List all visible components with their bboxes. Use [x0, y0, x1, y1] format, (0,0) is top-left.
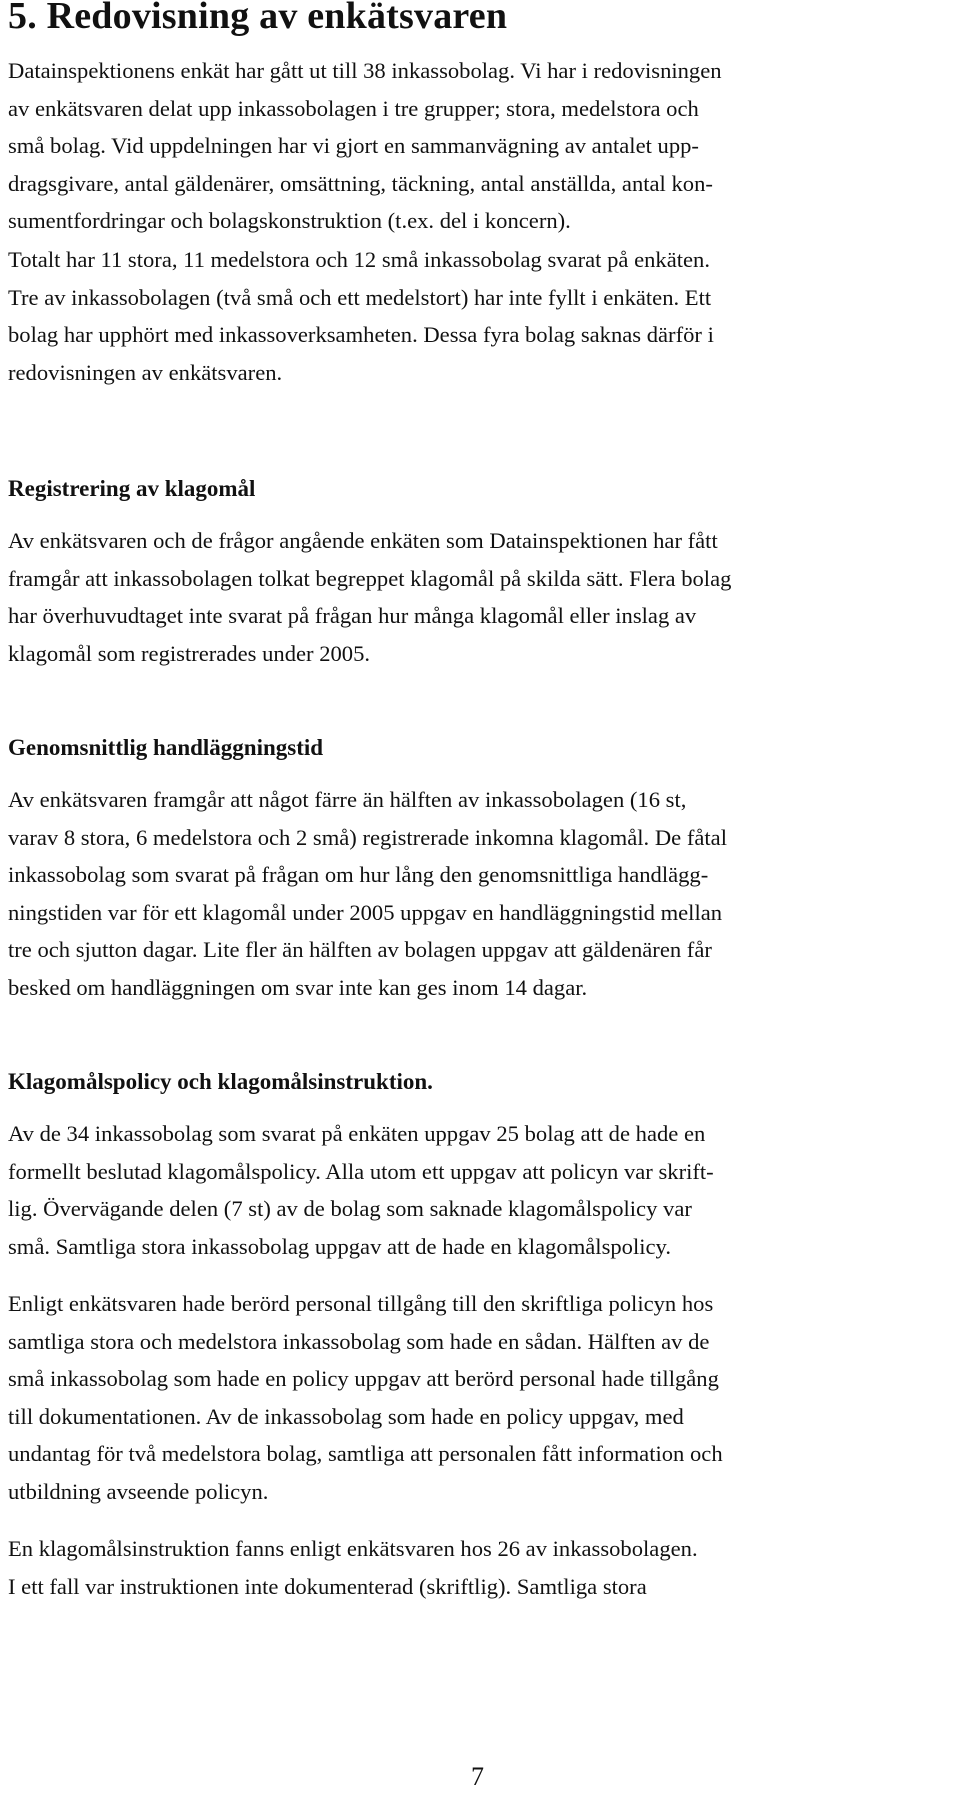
- text-line: framgår att inkassobolagen tolkat begreppet klagomål på skilda sätt. Flera bolag: [8, 565, 732, 591]
- text-line: små bolag. Vid uppdelningen har vi gjort en sammanvägning av antalet upp-: [8, 133, 699, 158]
- text-line: En klagomålsinstruktion fanns enligt enkätsvaren hos 26 av inkassobolagen.: [8, 1536, 698, 1561]
- text-line: små. Samtliga stora inkassobolag uppgav att de hade en klagomålspolicy.: [8, 1233, 672, 1259]
- text-line: samtliga stora och medelstora inkassobolag som hade en sådan. Hälften av de: [8, 1328, 710, 1354]
- text-line: dragsgivare, antal gäldenärer, omsättning, täckning, antal anställda, antal kon-: [8, 170, 713, 196]
- text-line: undantag för två medelstora bolag, samtliga att personalen fått information och: [8, 1441, 723, 1466]
- text-line: sumentfordringar och bolagskonstruktion (t.ex. del i koncern).: [8, 208, 571, 233]
- text-line: besked om handläggningen om svar inte kan ges inom 14 dagar.: [8, 974, 588, 1000]
- text-line: formellt beslutad klagomålspolicy. Alla utom ett uppgav att policyn var skrift-: [8, 1158, 714, 1184]
- text-line: Enligt enkätsvaren hade berörd personal tillgång till den skriftliga policyn hos: [8, 1291, 714, 1316]
- text-line: varav 8 stora, 6 medelstora och 2 små) registrerade inkomna klagomål. De fåtal: [8, 824, 727, 850]
- section-paragraph: [8, 522, 731, 672]
- section-paragraph: [8, 781, 727, 1006]
- section-paragraph: [8, 1530, 698, 1605]
- text-line: inkassobolag som svarat på frågan om hur lång den genomsnittliga handlägg-: [8, 862, 709, 887]
- text-line: klagomål som registrerades under 2005.: [8, 640, 371, 666]
- text-line: små inkassobolag som hade en policy uppgav att berörd personal hade tillgång: [8, 1366, 719, 1391]
- text-line: har överhuvudtaget inte svarat på frågan hur många klagomål eller inslag av: [8, 603, 697, 628]
- text-line: I ett fall var instruktionen inte dokumenterad (skriftlig). Samtliga stora: [8, 1573, 647, 1599]
- text-line: Tre av inkassobolagen (två små och ett medelstort) har inte fyllt i enkäten. Ett: [8, 284, 712, 310]
- text-line: utbildning avseende policyn.: [8, 1478, 269, 1504]
- text-line: Totalt har 11 stora, 11 medelstora och 12 små inkassobolag svarat på enkäten.: [8, 247, 710, 272]
- text-line: Av enkätsvaren och de frågor angående enkäten som Datainspektionen har fått: [8, 528, 718, 553]
- intro-paragraph: [8, 52, 722, 240]
- section-paragraph: [8, 1115, 714, 1265]
- page-number: 7: [471, 1762, 484, 1791]
- section-paragraph: [8, 1285, 723, 1510]
- text-line: Av enkätsvaren framgår att något färre än hälften av inkassobolagen (16 st,: [8, 787, 687, 812]
- text-line: lig. Övervägande delen (7 st) av de bolag som saknade klagomålspolicy var: [8, 1196, 692, 1221]
- text-line: Datainspektionens enkät har gått ut till 38 inkassobolag. Vi har i redovisningen: [8, 58, 722, 83]
- chapter-heading: 5. Redovisning av enkätsvaren: [8, 0, 508, 37]
- response-paragraph: [8, 241, 714, 391]
- text-line: redovisningen av enkätsvaren.: [8, 359, 283, 385]
- text-line: tre och sjutton dagar. Lite fler än hälften av bolagen uppgav att gäldenären får: [8, 937, 712, 962]
- text-line: bolag har upphört med inkassoverksamheten. Dessa fyra bolag saknas därför i: [8, 322, 714, 347]
- section-heading-handlaggningstid: Genomsnittlig handläggningstid: [8, 735, 324, 760]
- text-line: ningstiden var för ett klagomål under 2005 uppgav en handläggningstid mellan: [8, 899, 723, 925]
- section-heading-registrering: Registrering av klagomål: [8, 476, 256, 501]
- text-line: till dokumentationen. Av de inkassobolag som hade en policy uppgav, med: [8, 1403, 684, 1429]
- text-line: Av de 34 inkassobolag som svarat på enkäten uppgav 25 bolag att de hade en: [8, 1121, 706, 1146]
- section-heading-klagomalspolicy: Klagomålspolicy och klagomålsinstruktion.: [8, 1069, 433, 1094]
- text-line: av enkätsvaren delat upp inkassobolagen i tre grupper; stora, medelstora och: [8, 95, 699, 121]
